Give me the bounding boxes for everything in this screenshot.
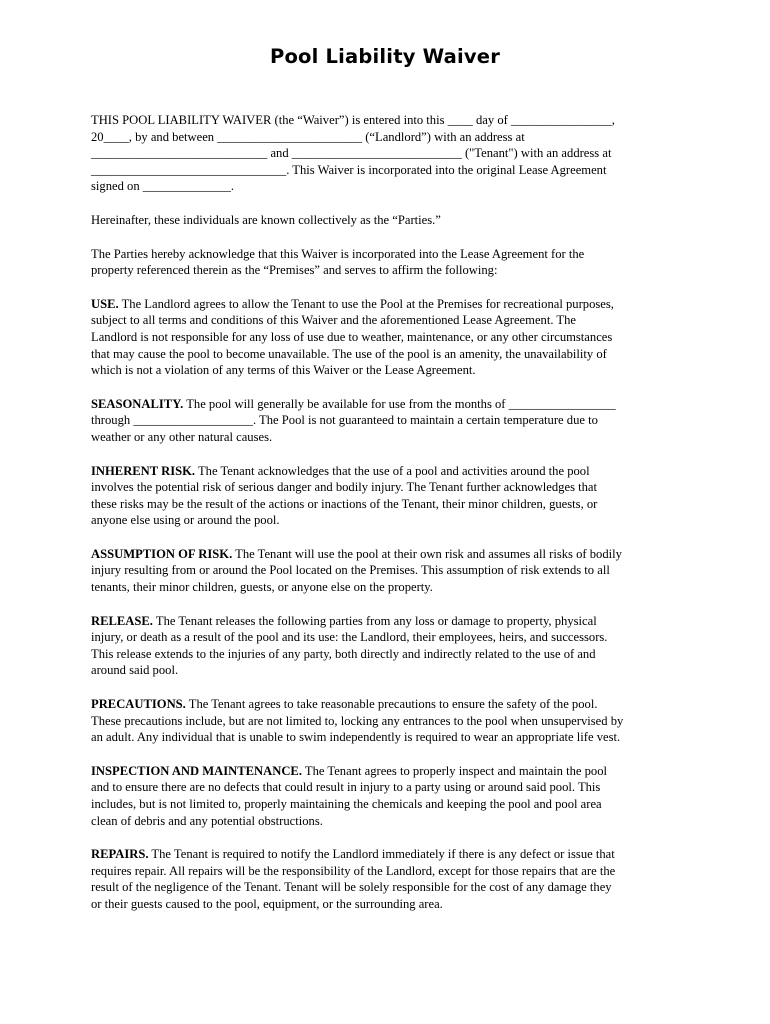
line-text: Landlord is not responsible for any loss of use due to weather, maintenance, or any other circumstances bbox=[91, 329, 613, 344]
paragraph-line bbox=[91, 412, 683, 429]
paragraph-line bbox=[91, 646, 683, 663]
paragraph-line bbox=[91, 512, 683, 529]
section-heading: PRECAUTIONS. bbox=[91, 697, 186, 712]
line-text: that may cause the pool to become unavailable. The use of the pool is an amenity, the unavailability of bbox=[91, 346, 607, 361]
line-text: subject to all terms and conditions of this Waiver and the aforementioned Lease Agreement. The bbox=[91, 313, 576, 328]
paragraph-precautions bbox=[91, 696, 683, 746]
paragraph-line bbox=[91, 246, 683, 263]
line-text: or their guests caused to the pool, equipment, or the surrounding area. bbox=[91, 896, 443, 911]
paragraph-line bbox=[91, 696, 683, 713]
paragraph-assumption-of-risk bbox=[91, 546, 683, 596]
paragraph-line bbox=[91, 463, 683, 480]
line-text: _______________________________. This Waiver is incorporated into the original Lease Agreement bbox=[91, 162, 607, 177]
paragraph-line bbox=[91, 879, 683, 896]
paragraph-line bbox=[91, 613, 683, 630]
paragraph-inherent-risk bbox=[91, 463, 683, 529]
paragraph-line bbox=[91, 362, 683, 379]
paragraph-line bbox=[91, 162, 683, 179]
paragraph-line bbox=[91, 129, 683, 146]
line-text: These precautions include, but are not limited to, locking any entrances to the pool when unsupervised by bbox=[91, 713, 624, 728]
paragraph-line bbox=[91, 262, 683, 279]
paragraph-line bbox=[91, 396, 683, 413]
paragraph-inspection-and-maintenance bbox=[91, 763, 683, 829]
section-heading: SEASONALITY. bbox=[91, 396, 184, 411]
section-heading: INSPECTION AND MAINTENANCE. bbox=[91, 763, 302, 778]
paragraph-intro bbox=[91, 112, 683, 195]
line-text: signed on ______________. bbox=[91, 179, 235, 194]
line-text: Hereinafter, these individuals are known collectively as the “Parties.” bbox=[91, 212, 441, 227]
paragraph-line bbox=[91, 562, 683, 579]
paragraph-line bbox=[91, 145, 683, 162]
paragraph-line bbox=[91, 429, 683, 446]
line-text: requires repair. All repairs will be the responsibility of the Landlord, except for those repairs that are the bbox=[91, 863, 616, 878]
line-text: THIS POOL LIABILITY WAIVER (the “Waiver”) is entered into this ____ day of ________________, bbox=[91, 113, 615, 127]
line-text: The Tenant is required to notify the Landlord immediately if there is any defect or issue that bbox=[148, 847, 615, 862]
paragraph-line bbox=[91, 346, 683, 363]
line-text: and to ensure there are no defects that could result in injury to a party using or around said pool. This bbox=[91, 780, 601, 795]
line-text: property referenced therein as the “Premises” and serves to affirm the following: bbox=[91, 263, 498, 278]
line-text: The Tenant acknowledges that the use of a pool and activities around the pool bbox=[195, 463, 590, 478]
paragraph-line bbox=[91, 846, 683, 863]
line-text: tenants, their minor children, guests, or anyone else on the property. bbox=[91, 580, 433, 595]
line-text: The Tenant will use the pool at their own risk and assumes all risks of bodily bbox=[232, 546, 622, 561]
line-text: The Tenant agrees to properly inspect and maintain the pool bbox=[301, 763, 607, 778]
paragraph-line bbox=[91, 896, 683, 913]
line-text: result of the negligence of the Tenant. Tenant will be solely responsible for the cost of any damage they bbox=[91, 880, 612, 895]
paragraph-line bbox=[91, 763, 683, 780]
paragraph-line bbox=[91, 713, 683, 730]
paragraph-line bbox=[91, 813, 683, 830]
paragraph-line bbox=[91, 212, 683, 229]
paragraph-line bbox=[91, 112, 683, 129]
paragraph-line bbox=[91, 863, 683, 880]
line-text: ____________________________ and ___________________________ ("Tenant") with an address at bbox=[91, 146, 612, 161]
line-text: injury resulting from or around the Pool located on the Premises. This assumption of risk extends to all bbox=[91, 563, 610, 578]
line-text: these risks may be the result of the actions or inactions of the Tenant, their minor children, guests, or bbox=[91, 496, 598, 511]
line-text: an adult. Any individual that is unable to swim independently is required to wear an appropriate life vest. bbox=[91, 730, 621, 745]
paragraph-line bbox=[91, 296, 683, 313]
paragraph-use bbox=[91, 296, 683, 379]
paragraph-line bbox=[91, 496, 683, 513]
line-text: clean of debris and any potential obstructions. bbox=[91, 813, 323, 828]
line-text: involves the potential risk of serious danger and bodily injury. The Tenant further acknowledges that bbox=[91, 480, 598, 495]
paragraph-acknowledge bbox=[91, 246, 683, 279]
paragraph-line bbox=[91, 178, 683, 195]
line-text: includes, but is not limited to, properly maintaining the chemicals and keeping the pool and pool area bbox=[91, 797, 602, 811]
document-title: Pool Liability Waiver bbox=[269, 45, 501, 68]
section-heading: ASSUMPTION OF RISK. bbox=[91, 546, 233, 561]
line-text: around said pool. bbox=[91, 663, 179, 678]
section-heading: RELEASE. bbox=[91, 613, 153, 628]
paragraph-line bbox=[91, 796, 683, 813]
line-text: The Tenant releases the following parties from any loss or damage to property, physical bbox=[152, 613, 597, 628]
document-body bbox=[91, 112, 683, 930]
paragraph-line bbox=[91, 479, 683, 496]
line-text: 20____, by and between _______________________ (“Landlord”) with an address at bbox=[91, 129, 525, 144]
paragraph-line bbox=[91, 312, 683, 329]
paragraph-line bbox=[91, 629, 683, 646]
line-text: The Landlord agrees to allow the Tenant to use the Pool at the Premises for recreational purposes, bbox=[118, 296, 614, 311]
paragraph-line bbox=[91, 546, 683, 563]
line-text: through ___________________. The Pool is not guaranteed to maintain a certain temperature due to bbox=[91, 413, 598, 428]
section-heading: USE. bbox=[91, 296, 119, 311]
paragraph-line bbox=[91, 329, 683, 346]
paragraph-line bbox=[91, 662, 683, 679]
line-text: The Tenant agrees to take reasonable precautions to ensure the safety of the pool. bbox=[185, 697, 598, 712]
line-text: anyone else using or around the pool. bbox=[91, 513, 280, 528]
paragraph-release bbox=[91, 613, 683, 679]
line-text: which is not a violation of any terms of this Waiver or the Lease Agreement. bbox=[91, 363, 476, 378]
line-text: This release extends to the injuries of any party, both directly and indirectly related to the use of and bbox=[91, 646, 596, 661]
paragraph-line bbox=[91, 579, 683, 596]
line-text: The pool will generally be available for use from the months of _________________ bbox=[183, 396, 616, 411]
section-heading: INHERENT RISK. bbox=[91, 463, 196, 478]
paragraph-seasonality bbox=[91, 396, 683, 446]
section-heading: REPAIRS. bbox=[91, 847, 149, 862]
line-text: injury, or death as a result of the pool and its use: the Landlord, their employees, heirs, and successors. bbox=[91, 630, 608, 645]
line-text: weather or any other natural causes. bbox=[91, 429, 273, 444]
paragraph-repairs bbox=[91, 846, 683, 912]
line-text: The Parties hereby acknowledge that this Waiver is incorporated into the Lease Agreement for the bbox=[91, 246, 585, 261]
paragraph-line bbox=[91, 779, 683, 796]
paragraph-line bbox=[91, 729, 683, 746]
paragraph-parties bbox=[91, 212, 683, 229]
